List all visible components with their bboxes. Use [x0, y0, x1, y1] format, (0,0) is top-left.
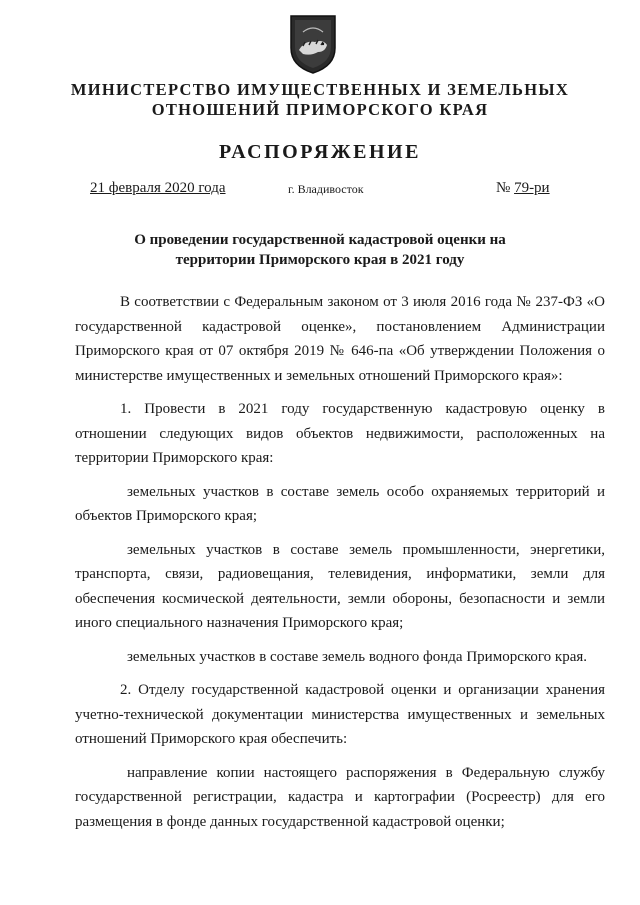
paragraph-subitem: земельных участков в составе земель промышленности, энергетики, транспорта, связи, радиовещания, телевидения, информатики, земли для обеспечения космической деятельности, земли обороны, безопасности и земли иного специального назначения Приморского края;	[75, 541, 605, 631]
document-title	[100, 230, 540, 270]
document-title-line1: О проведении государственной кадастровой оценки на	[134, 232, 506, 248]
document-number-value: 79-ри	[514, 180, 550, 196]
paragraph-subitem: земельных участков в составе земель особо охраняемых территорий и объектов Приморского края;	[75, 483, 605, 524]
document-number-prefix: №	[496, 180, 515, 196]
paragraph-subitem: земельных участков в составе земель водного фонда Приморского края.	[127, 648, 587, 665]
coat-of-arms-icon	[285, 12, 341, 76]
document-date: 21 февраля 2020 года	[90, 180, 226, 196]
document-body	[75, 290, 605, 843]
document-city: г. Владивосток	[288, 182, 364, 196]
ministry-name	[60, 80, 580, 120]
ministry-name-line1: МИНИСТЕРСТВО ИМУЩЕСТВЕННЫХ И ЗЕМЕЛЬНЫХ	[70, 80, 570, 99]
document-type-heading: РАСПОРЯЖЕНИЕ	[219, 141, 421, 163]
paragraph-subitem: направление копии настоящего распоряжения в Федеральную службу государственной регистрации, кадастра и картографии (Росреестр) для его размещения в фонде данных государственной кадастровой оценки;	[75, 764, 605, 830]
document-number	[496, 180, 550, 197]
document-title-line2: территории Приморского края в 2021 году	[175, 252, 465, 268]
ministry-name-line2: ОТНОШЕНИЙ ПРИМОРСКОГО КРАЯ	[151, 100, 489, 119]
paragraph-preamble: В соответствии с Федеральным законом от 3 июля 2016 года № 237-ФЗ «О государственной кадастровой оценке», постановлением Администрации Приморского края от 07 октября 2019 № 646-па «Об утверждении Положения о министерстве имущественных и земельных отношений Приморского края»:	[75, 294, 605, 384]
paragraph-item-2: 2. Отделу государственной кадастровой оценки и организации хранения учетно-технической документации министерства имущественных и земельных отношений Приморского края обеспечить:	[75, 682, 605, 747]
paragraph-item-1: 1. Провести в 2021 году государственную кадастровую оценку в отношении следующих видов объектов недвижимости, расположенных на территории Приморского края:	[75, 401, 605, 466]
